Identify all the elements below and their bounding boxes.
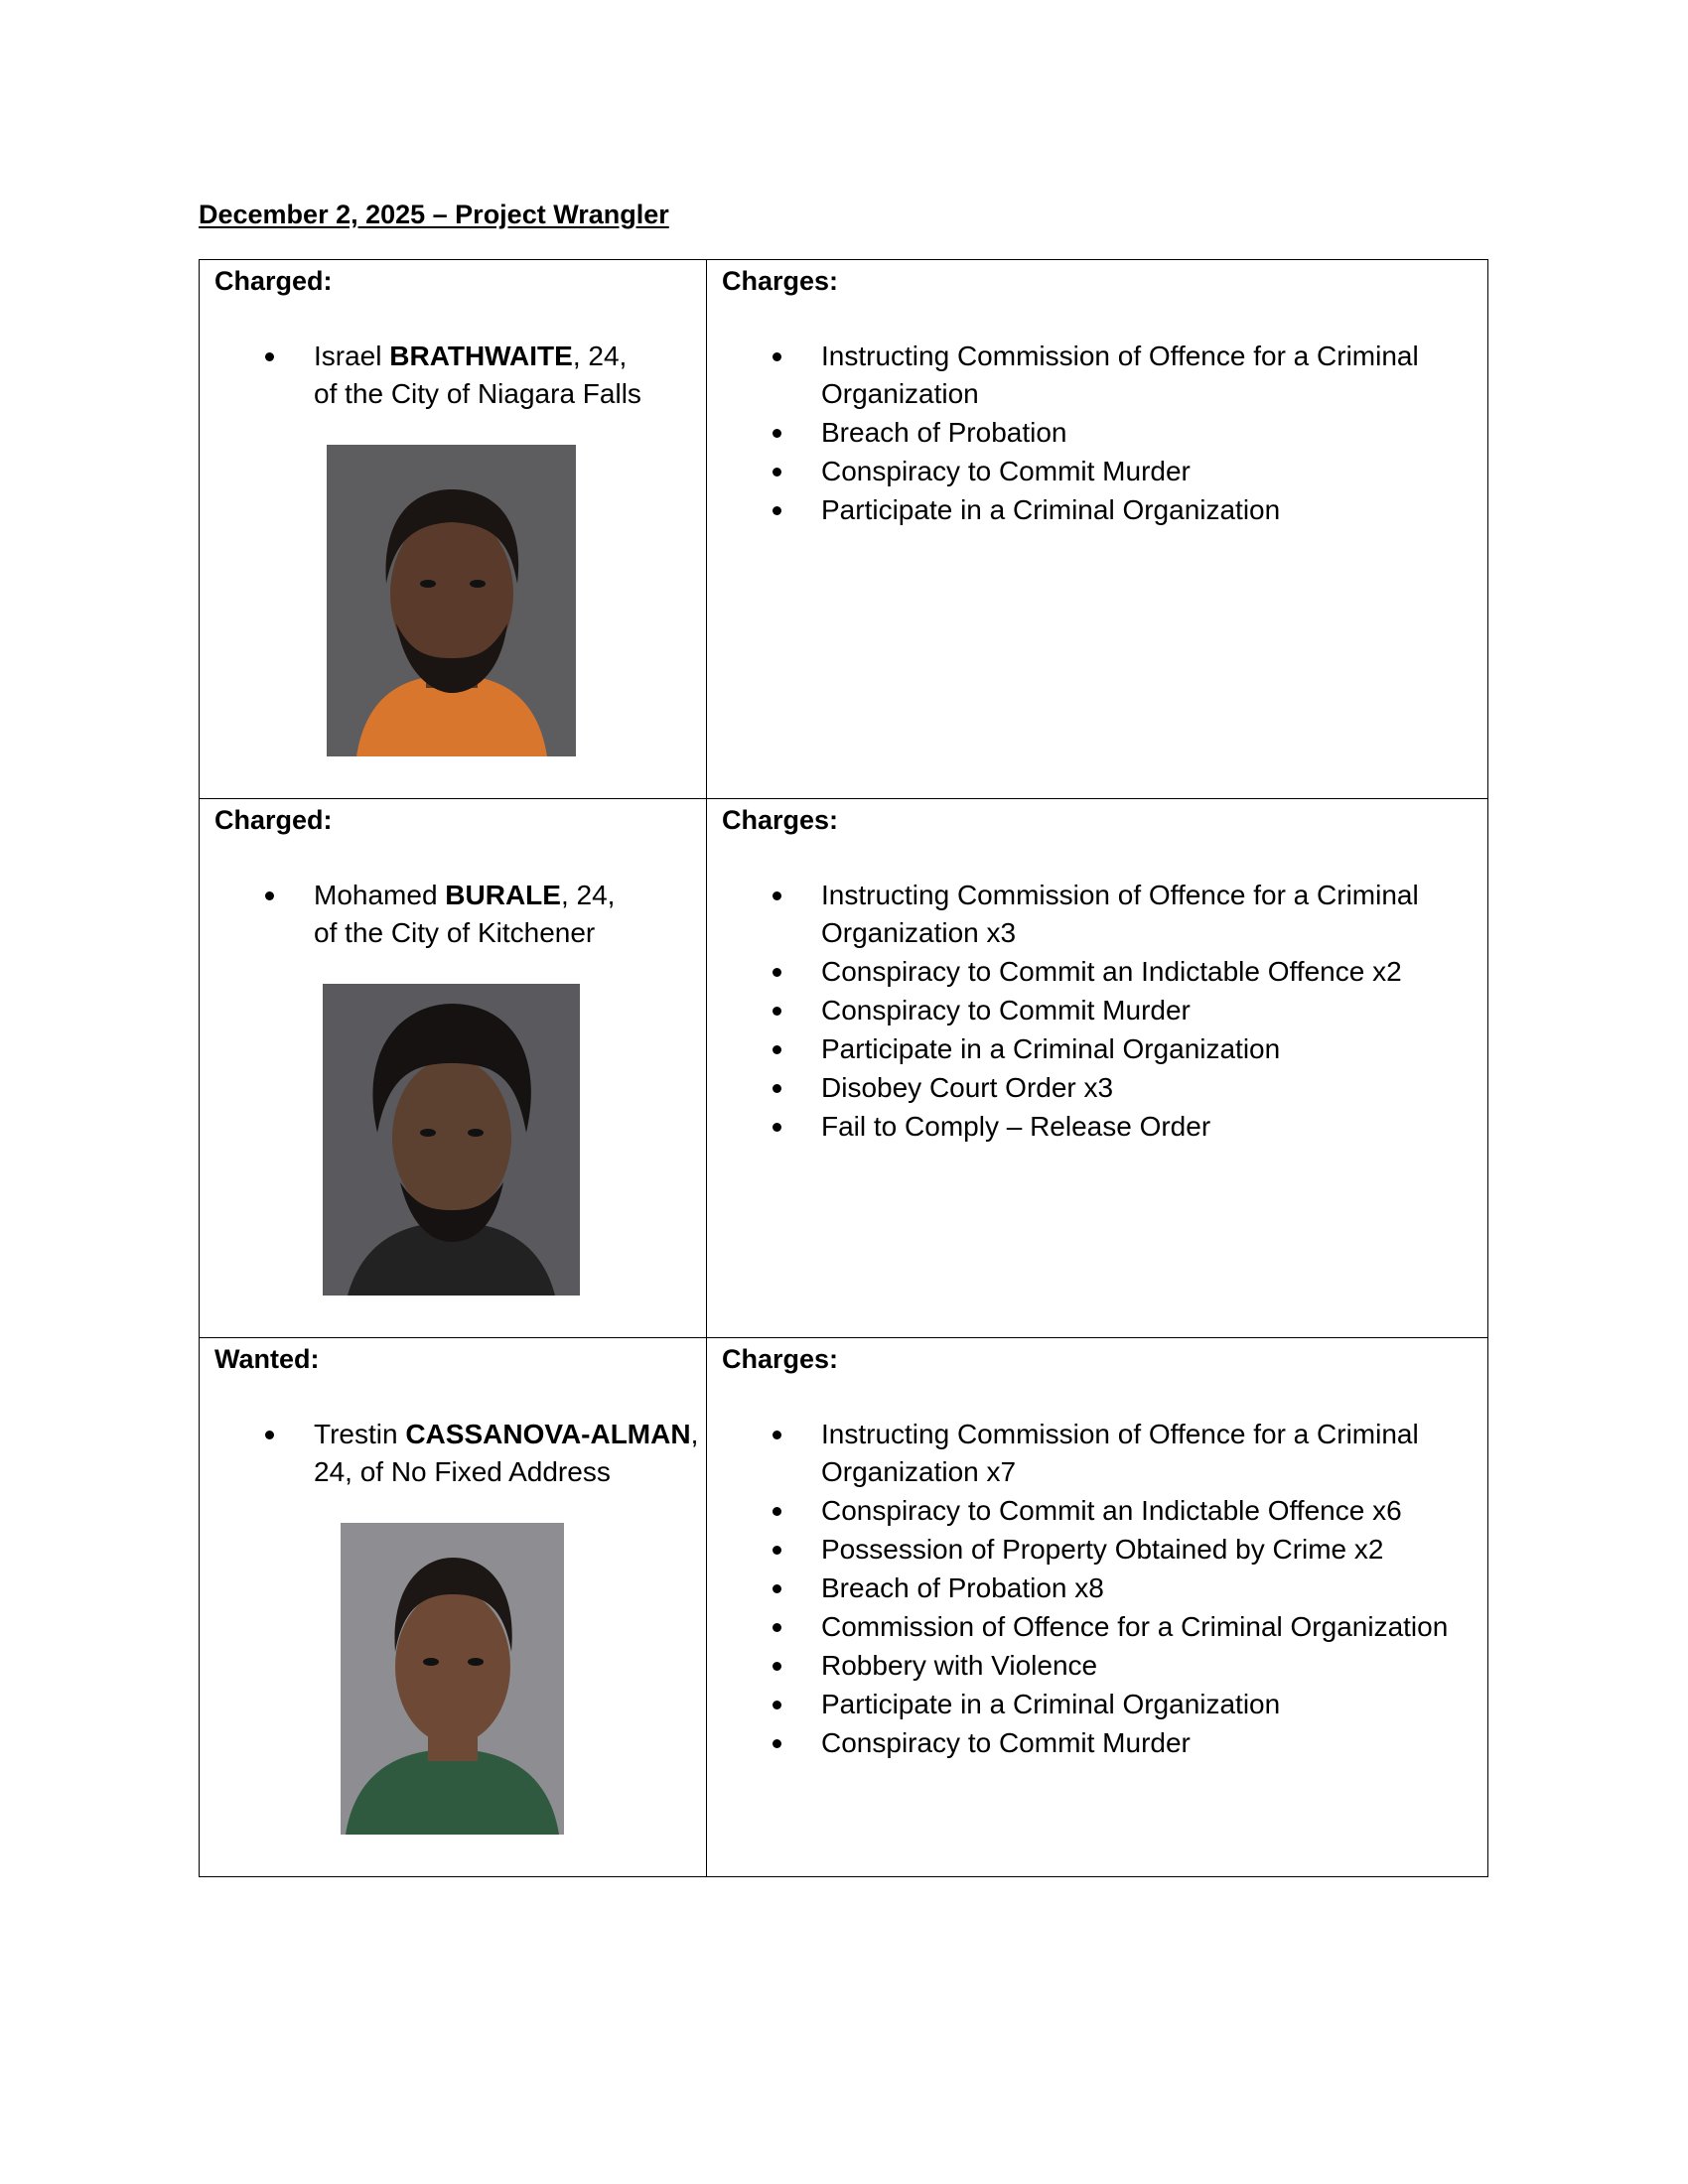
records-table — [199, 259, 1488, 1877]
bullet-icon — [773, 429, 781, 438]
status-label: Wanted: — [214, 1344, 320, 1374]
surname: CASSANOVA-ALMAN — [405, 1419, 691, 1449]
person-entry — [200, 877, 706, 952]
charge-item: Conspiracy to Commit Murder — [707, 992, 1487, 1029]
first-name: Mohamed — [314, 880, 438, 910]
record-row — [200, 260, 1488, 799]
person-name-line — [314, 1416, 706, 1453]
charge-item: Disobey Court Order x3 — [707, 1069, 1487, 1107]
charges-cell — [707, 1338, 1488, 1877]
charge-list — [707, 877, 1487, 1146]
mugshot-image — [323, 984, 580, 1296]
status-label: Charged: — [214, 266, 333, 296]
charge-item: Instructing Commission of Offence for a Criminal Organization x3 — [707, 877, 1487, 952]
mugshot-image — [341, 1523, 564, 1835]
page-title: December 2, 2025 – Project Wrangler — [199, 200, 669, 229]
person-location: 24, of No Fixed Address — [314, 1456, 611, 1487]
person-location: of the City of Kitchener — [314, 917, 596, 948]
bullet-icon — [773, 1546, 781, 1555]
record-row — [200, 799, 1488, 1338]
bullet-icon — [773, 1007, 781, 1016]
bullet-icon — [773, 1045, 781, 1054]
charge-item: Breach of Probation — [707, 414, 1487, 452]
bullet-icon — [773, 506, 781, 515]
charges-label: Charges: — [722, 1344, 839, 1374]
bullet-icon — [773, 1084, 781, 1093]
bullet-icon — [773, 1507, 781, 1516]
age-suffix: , 24, — [560, 880, 616, 910]
person-name-line — [314, 338, 706, 375]
charge-item: Commission of Offence for a Criminal Organization — [707, 1608, 1487, 1646]
status-label: Charged: — [214, 805, 333, 835]
charge-item: Instructing Commission of Offence for a Criminal Organization x7 — [707, 1416, 1487, 1491]
person-name-line — [314, 877, 706, 914]
charge-list — [707, 1416, 1487, 1762]
charges-cell — [707, 799, 1488, 1338]
mugshot-photo — [323, 984, 580, 1296]
bullet-icon — [773, 1701, 781, 1709]
first-name: Israel — [314, 341, 382, 371]
charge-item: Breach of Probation x8 — [707, 1570, 1487, 1607]
mugshot-image — [327, 445, 576, 756]
charge-item: Participate in a Criminal Organization — [707, 1686, 1487, 1723]
surname: BURALE — [445, 880, 561, 910]
person-cell — [200, 799, 707, 1338]
charge-item: Participate in a Criminal Organization — [707, 491, 1487, 529]
charge-list — [707, 338, 1487, 529]
bullet-icon — [265, 1431, 274, 1439]
bullet-icon — [265, 352, 274, 361]
mugshot-photo — [341, 1523, 564, 1835]
bullet-icon — [773, 1739, 781, 1748]
first-name: Trestin — [314, 1419, 398, 1449]
bullet-icon — [773, 1584, 781, 1593]
age-suffix: , 24, — [572, 341, 628, 371]
charge-item: Conspiracy to Commit an Indictable Offence x2 — [707, 953, 1487, 991]
bullet-icon — [265, 891, 274, 900]
charge-item: Conspiracy to Commit an Indictable Offence x6 — [707, 1492, 1487, 1530]
record-row — [200, 1338, 1488, 1877]
age-suffix: , — [690, 1419, 699, 1449]
mugshot-photo — [327, 445, 576, 756]
charge-item: Robbery with Violence — [707, 1647, 1487, 1685]
charge-item: Conspiracy to Commit Murder — [707, 1724, 1487, 1762]
person-entry — [200, 338, 706, 413]
charge-item: Instructing Commission of Offence for a Criminal Organization — [707, 338, 1487, 413]
charge-item: Fail to Comply – Release Order — [707, 1108, 1487, 1146]
charges-label: Charges: — [722, 266, 839, 296]
person-cell — [200, 1338, 707, 1877]
bullet-icon — [773, 352, 781, 361]
charge-item: Conspiracy to Commit Murder — [707, 453, 1487, 490]
charges-label: Charges: — [722, 805, 839, 835]
bullet-icon — [773, 968, 781, 977]
person-cell — [200, 260, 707, 799]
person-entry — [200, 1416, 706, 1491]
charge-item: Participate in a Criminal Organization — [707, 1030, 1487, 1068]
bullet-icon — [773, 1431, 781, 1439]
charges-cell — [707, 260, 1488, 799]
charge-item: Possession of Property Obtained by Crime x2 — [707, 1531, 1487, 1569]
bullet-icon — [773, 1662, 781, 1671]
surname: BRATHWAITE — [389, 341, 573, 371]
bullet-icon — [773, 891, 781, 900]
person-location: of the City of Niagara Falls — [314, 378, 641, 409]
bullet-icon — [773, 1623, 781, 1632]
bullet-icon — [773, 1123, 781, 1132]
bullet-icon — [773, 468, 781, 477]
